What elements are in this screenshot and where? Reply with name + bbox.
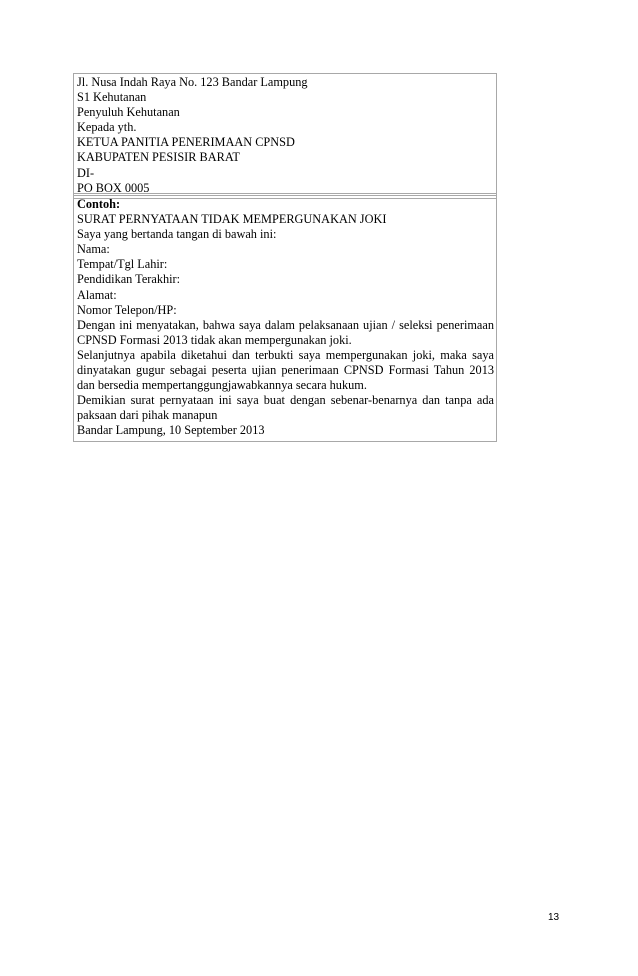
sender-education: S1 Kehutanan — [77, 90, 147, 105]
example-label: Contoh: — [77, 197, 121, 211]
salutation: Kepada yth. — [77, 120, 137, 135]
declaration-line-1: Dengan ini menyatakan, bahwa saya dalam pelaksanaan ujian / seleksi penerimaan — [77, 317, 494, 332]
field-phone: Nomor Telepon/HP: — [77, 302, 177, 317]
consequence-line-2: dinyatakan gugur sebagai peserta ujian penerimaan CPNSD Formasi Tahun 2013 — [77, 363, 494, 378]
recipient-po-box: PO BOX 0005 — [77, 180, 150, 195]
consequence-line-1: Selanjutnya apabila diketahui dan terbukti saya mempergunakan joki, maka saya — [77, 347, 494, 362]
field-birth: Tempat/Tgl Lahir: — [77, 257, 168, 272]
consequence-line-3: dan bersedia mempertanggungjawabkannya secara hukum. — [77, 378, 367, 393]
field-education: Pendidikan Terakhir: — [77, 272, 181, 287]
recipient-regency: KABUPATEN PESISIR BARAT — [77, 150, 240, 165]
address-box — [73, 73, 497, 199]
field-name: Nama: — [77, 242, 110, 257]
declaration-line-2: CPNSD Formasi 2013 tidak akan mempergunakan joki. — [77, 332, 352, 347]
recipient-location: DI- — [77, 165, 95, 180]
recipient-title: KETUA PANITIA PENERIMAAN CPNSD — [77, 135, 295, 150]
statement-title: SURAT PERNYATAAN TIDAK MEMPERGUNAKAN JOKI — [77, 212, 387, 227]
field-address: Alamat: — [77, 287, 117, 302]
statement-intro: Saya yang bertanda tangan di bawah ini: — [77, 227, 277, 242]
statement-box — [73, 193, 497, 442]
sender-position: Penyuluh Kehutanan — [77, 105, 180, 120]
closing-line-2: paksaan dari pihak manapun — [77, 408, 218, 423]
closing-line-1: Demikian surat pernyataan ini saya buat dengan sebenar-benarnya dan tanpa ada — [77, 393, 494, 408]
sender-address: Jl. Nusa Indah Raya No. 123 Bandar Lampung — [77, 75, 308, 89]
place-and-date: Bandar Lampung, 10 September 2013 — [77, 423, 265, 438]
page-number: 13 — [548, 912, 560, 923]
